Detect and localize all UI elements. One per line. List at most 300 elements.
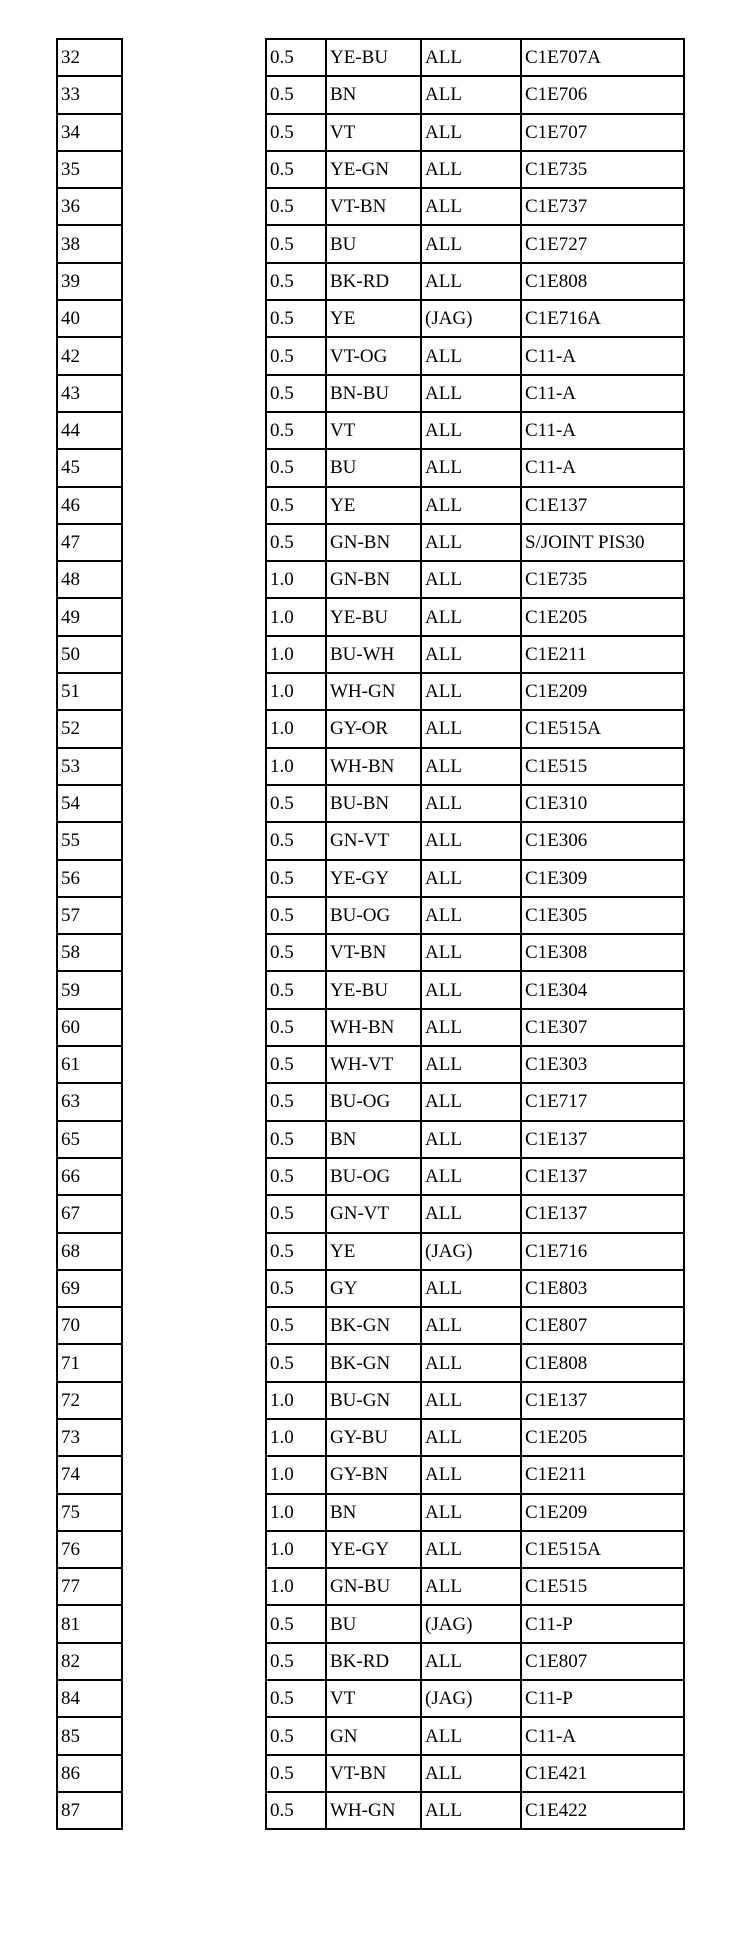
wire-size-cell: 0.5 xyxy=(266,1083,326,1120)
pin-row xyxy=(57,1680,122,1717)
pin-number-cell: 50 xyxy=(57,636,122,673)
pin-row xyxy=(57,860,122,897)
destination-cell: C1E807 xyxy=(521,1643,684,1680)
model-cell: ALL xyxy=(421,897,521,934)
pin-row xyxy=(57,487,122,524)
pin-number-cell: 46 xyxy=(57,487,122,524)
pin-row xyxy=(57,449,122,486)
model-cell: ALL xyxy=(421,1195,521,1232)
wire-color-cell: GY-BN xyxy=(326,1456,421,1493)
wire-size-cell: 0.5 xyxy=(266,897,326,934)
model-cell: ALL xyxy=(421,188,521,225)
destination-cell: C1E803 xyxy=(521,1270,684,1307)
pin-number-cell: 43 xyxy=(57,375,122,412)
pin-number-cell: 61 xyxy=(57,1046,122,1083)
wire-color-cell: BN-BU xyxy=(326,375,421,412)
destination-cell: C11-A xyxy=(521,412,684,449)
pin-row xyxy=(57,1307,122,1344)
wire-size-cell: 1.0 xyxy=(266,561,326,598)
wire-size-cell: 0.5 xyxy=(266,188,326,225)
wire-color-cell: BU-WH xyxy=(326,636,421,673)
destination-cell: C1E137 xyxy=(521,1121,684,1158)
pin-number-cell: 59 xyxy=(57,971,122,1008)
pin-number-cell: 70 xyxy=(57,1307,122,1344)
wiring-row xyxy=(266,748,684,785)
destination-cell: C1E808 xyxy=(521,1344,684,1381)
wire-size-cell: 0.5 xyxy=(266,1158,326,1195)
destination-cell: C1E306 xyxy=(521,822,684,859)
wiring-row xyxy=(266,1046,684,1083)
pin-row xyxy=(57,1158,122,1195)
wire-size-cell: 0.5 xyxy=(266,1605,326,1642)
wire-size-cell: 0.5 xyxy=(266,487,326,524)
wiring-row xyxy=(266,1680,684,1717)
model-cell: ALL xyxy=(421,1531,521,1568)
destination-cell: C1E304 xyxy=(521,971,684,1008)
wiring-row xyxy=(266,188,684,225)
pin-number-cell: 49 xyxy=(57,598,122,635)
destination-cell: C1E211 xyxy=(521,1456,684,1493)
destination-cell: C1E706 xyxy=(521,76,684,113)
pin-number-table-body xyxy=(57,39,122,1829)
wire-color-cell: GN-VT xyxy=(326,822,421,859)
destination-cell: C1E209 xyxy=(521,1494,684,1531)
wire-color-cell: WH-GN xyxy=(326,673,421,710)
pin-number-cell: 55 xyxy=(57,822,122,859)
pin-row xyxy=(57,673,122,710)
model-cell: ALL xyxy=(421,337,521,374)
pin-row xyxy=(57,1568,122,1605)
pin-row xyxy=(57,822,122,859)
pin-row xyxy=(57,1456,122,1493)
wire-size-cell: 0.5 xyxy=(266,1792,326,1829)
model-cell: ALL xyxy=(421,636,521,673)
destination-cell: C1E727 xyxy=(521,225,684,262)
wire-size-cell: 0.5 xyxy=(266,300,326,337)
wire-color-cell: GN-BN xyxy=(326,561,421,598)
pin-number-cell: 66 xyxy=(57,1158,122,1195)
pin-number-cell: 77 xyxy=(57,1568,122,1605)
wire-color-cell: BK-GN xyxy=(326,1344,421,1381)
pin-number-cell: 44 xyxy=(57,412,122,449)
pin-number-cell: 87 xyxy=(57,1792,122,1829)
wiring-row xyxy=(266,39,684,76)
pin-row xyxy=(57,748,122,785)
wire-color-cell: BU-GN xyxy=(326,1382,421,1419)
pin-number-cell: 51 xyxy=(57,673,122,710)
wire-size-cell: 0.5 xyxy=(266,1643,326,1680)
pin-row xyxy=(57,225,122,262)
wiring-row xyxy=(266,860,684,897)
wire-color-cell: VT-BN xyxy=(326,934,421,971)
wire-color-cell: VT xyxy=(326,114,421,151)
pin-number-cell: 52 xyxy=(57,710,122,747)
model-cell: (JAG) xyxy=(421,300,521,337)
pin-row xyxy=(57,897,122,934)
model-cell: ALL xyxy=(421,449,521,486)
destination-cell: C1E305 xyxy=(521,897,684,934)
wire-size-cell: 0.5 xyxy=(266,1009,326,1046)
destination-cell: C1E717 xyxy=(521,1083,684,1120)
wiring-row xyxy=(266,337,684,374)
pin-row xyxy=(57,1419,122,1456)
destination-cell: C1E807 xyxy=(521,1307,684,1344)
pin-number-cell: 36 xyxy=(57,188,122,225)
wire-size-cell: 0.5 xyxy=(266,1307,326,1344)
pin-number-cell: 84 xyxy=(57,1680,122,1717)
wiring-row xyxy=(266,598,684,635)
wire-size-cell: 0.5 xyxy=(266,1046,326,1083)
wire-color-cell: YE-BU xyxy=(326,39,421,76)
wire-size-cell: 0.5 xyxy=(266,1755,326,1792)
destination-cell: C1E137 xyxy=(521,1158,684,1195)
wiring-detail-table-body xyxy=(266,39,684,1829)
wire-size-cell: 0.5 xyxy=(266,1195,326,1232)
model-cell: ALL xyxy=(421,1755,521,1792)
destination-cell: C1E515 xyxy=(521,1568,684,1605)
wire-size-cell: 0.5 xyxy=(266,337,326,374)
wiring-row xyxy=(266,524,684,561)
wiring-row xyxy=(266,375,684,412)
pin-number-cell: 48 xyxy=(57,561,122,598)
wire-size-cell: 1.0 xyxy=(266,748,326,785)
wire-color-cell: BK-RD xyxy=(326,1643,421,1680)
model-cell: ALL xyxy=(421,114,521,151)
wire-size-cell: 0.5 xyxy=(266,412,326,449)
model-cell: ALL xyxy=(421,1307,521,1344)
model-cell: ALL xyxy=(421,598,521,635)
model-cell: ALL xyxy=(421,375,521,412)
pin-row xyxy=(57,710,122,747)
wiring-row xyxy=(266,263,684,300)
wiring-row xyxy=(266,1456,684,1493)
wire-color-cell: YE-BU xyxy=(326,598,421,635)
wire-color-cell: YE xyxy=(326,487,421,524)
destination-cell: C1E735 xyxy=(521,561,684,598)
pin-row xyxy=(57,785,122,822)
model-cell: ALL xyxy=(421,1419,521,1456)
wiring-row xyxy=(266,1717,684,1754)
wire-color-cell: BU-OG xyxy=(326,1083,421,1120)
wire-color-cell: YE-GY xyxy=(326,860,421,897)
model-cell: ALL xyxy=(421,934,521,971)
wire-color-cell: VT-OG xyxy=(326,337,421,374)
destination-cell: C1E716 xyxy=(521,1233,684,1270)
wire-size-cell: 0.5 xyxy=(266,822,326,859)
model-cell: ALL xyxy=(421,263,521,300)
model-cell: ALL xyxy=(421,151,521,188)
wire-size-cell: 1.0 xyxy=(266,598,326,635)
wiring-row xyxy=(266,1531,684,1568)
wiring-row xyxy=(266,412,684,449)
model-cell: ALL xyxy=(421,860,521,897)
destination-cell: C1E515 xyxy=(521,748,684,785)
wiring-row xyxy=(266,1307,684,1344)
destination-cell: C1E205 xyxy=(521,1419,684,1456)
wire-size-cell: 0.5 xyxy=(266,151,326,188)
pin-number-cell: 45 xyxy=(57,449,122,486)
pin-row xyxy=(57,1046,122,1083)
wire-color-cell: BN xyxy=(326,76,421,113)
wiring-row xyxy=(266,636,684,673)
pin-row xyxy=(57,561,122,598)
pin-row xyxy=(57,1195,122,1232)
wiring-row xyxy=(266,710,684,747)
wire-color-cell: YE-BU xyxy=(326,971,421,1008)
wiring-row xyxy=(266,822,684,859)
model-cell: ALL xyxy=(421,710,521,747)
pin-row xyxy=(57,1494,122,1531)
wiring-row xyxy=(266,1195,684,1232)
model-cell: ALL xyxy=(421,1083,521,1120)
wire-color-cell: BU xyxy=(326,1605,421,1642)
wire-size-cell: 0.5 xyxy=(266,449,326,486)
wire-size-cell: 1.0 xyxy=(266,1382,326,1419)
model-cell: (JAG) xyxy=(421,1680,521,1717)
destination-cell: C1E735 xyxy=(521,151,684,188)
pin-number-cell: 40 xyxy=(57,300,122,337)
wire-color-cell: WH-VT xyxy=(326,1046,421,1083)
wire-size-cell: 0.5 xyxy=(266,934,326,971)
pin-number-cell: 32 xyxy=(57,39,122,76)
model-cell: ALL xyxy=(421,225,521,262)
wiring-row xyxy=(266,225,684,262)
wire-color-cell: YE-GY xyxy=(326,1531,421,1568)
wiring-row xyxy=(266,1419,684,1456)
model-cell: ALL xyxy=(421,487,521,524)
pin-number-cell: 75 xyxy=(57,1494,122,1531)
pin-number-cell: 73 xyxy=(57,1419,122,1456)
destination-cell: C1E137 xyxy=(521,487,684,524)
destination-cell: C11-P xyxy=(521,1680,684,1717)
destination-cell: C1E308 xyxy=(521,934,684,971)
pin-row xyxy=(57,934,122,971)
pin-number-cell: 74 xyxy=(57,1456,122,1493)
pin-number-cell: 33 xyxy=(57,76,122,113)
destination-cell: C11-A xyxy=(521,1717,684,1754)
pin-row xyxy=(57,1270,122,1307)
wire-color-cell: BN xyxy=(326,1494,421,1531)
pin-number-cell: 54 xyxy=(57,785,122,822)
pin-number-cell: 81 xyxy=(57,1605,122,1642)
model-cell: ALL xyxy=(421,1270,521,1307)
model-cell: ALL xyxy=(421,1717,521,1754)
pin-row xyxy=(57,1233,122,1270)
wire-size-cell: 1.0 xyxy=(266,1456,326,1493)
pin-row xyxy=(57,1605,122,1642)
destination-cell: C1E707 xyxy=(521,114,684,151)
pin-number-cell: 47 xyxy=(57,524,122,561)
wire-color-cell: BK-GN xyxy=(326,1307,421,1344)
pin-row xyxy=(57,598,122,635)
pin-number-cell: 63 xyxy=(57,1083,122,1120)
wire-size-cell: 0.5 xyxy=(266,1270,326,1307)
destination-cell: C1E310 xyxy=(521,785,684,822)
model-cell: ALL xyxy=(421,673,521,710)
model-cell: ALL xyxy=(421,1046,521,1083)
wire-color-cell: VT xyxy=(326,412,421,449)
pin-row xyxy=(57,1643,122,1680)
wiring-row xyxy=(266,114,684,151)
pin-number-cell: 56 xyxy=(57,860,122,897)
destination-cell: C1E211 xyxy=(521,636,684,673)
wire-color-cell: YE xyxy=(326,300,421,337)
model-cell: ALL xyxy=(421,822,521,859)
pin-number-cell: 42 xyxy=(57,337,122,374)
pin-row xyxy=(57,1792,122,1829)
wire-color-cell: WH-BN xyxy=(326,748,421,785)
model-cell: ALL xyxy=(421,561,521,598)
destination-cell: C1E421 xyxy=(521,1755,684,1792)
destination-cell: C1E716A xyxy=(521,300,684,337)
wire-color-cell: BK-RD xyxy=(326,263,421,300)
pin-number-cell: 60 xyxy=(57,1009,122,1046)
wire-size-cell: 1.0 xyxy=(266,673,326,710)
wire-size-cell: 0.5 xyxy=(266,1121,326,1158)
pin-row xyxy=(57,1382,122,1419)
destination-cell: S/JOINT PIS30 xyxy=(521,524,684,561)
destination-cell: C11-A xyxy=(521,337,684,374)
wiring-row xyxy=(266,1270,684,1307)
pin-number-cell: 34 xyxy=(57,114,122,151)
pin-number-cell: 67 xyxy=(57,1195,122,1232)
pin-number-cell: 57 xyxy=(57,897,122,934)
pin-number-cell: 69 xyxy=(57,1270,122,1307)
wiring-row xyxy=(266,1755,684,1792)
wire-size-cell: 0.5 xyxy=(266,860,326,897)
wire-color-cell: WH-BN xyxy=(326,1009,421,1046)
wiring-row xyxy=(266,1382,684,1419)
wire-color-cell: BU-OG xyxy=(326,897,421,934)
pin-number-cell: 86 xyxy=(57,1755,122,1792)
pin-row xyxy=(57,151,122,188)
pin-row xyxy=(57,300,122,337)
wire-size-cell: 1.0 xyxy=(266,1419,326,1456)
wiring-row xyxy=(266,1605,684,1642)
wire-size-cell: 0.5 xyxy=(266,1680,326,1717)
model-cell: ALL xyxy=(421,1121,521,1158)
wire-color-cell: GN xyxy=(326,1717,421,1754)
model-cell: ALL xyxy=(421,412,521,449)
pin-row xyxy=(57,1755,122,1792)
pin-row xyxy=(57,337,122,374)
model-cell: ALL xyxy=(421,76,521,113)
model-cell: ALL xyxy=(421,1643,521,1680)
wiring-detail-table xyxy=(265,38,685,1830)
pin-row xyxy=(57,1717,122,1754)
wiring-row xyxy=(266,1121,684,1158)
wiring-row xyxy=(266,151,684,188)
model-cell: ALL xyxy=(421,971,521,1008)
pin-row xyxy=(57,39,122,76)
destination-cell: C1E307 xyxy=(521,1009,684,1046)
model-cell: ALL xyxy=(421,1158,521,1195)
wiring-row xyxy=(266,1233,684,1270)
pin-number-cell: 65 xyxy=(57,1121,122,1158)
pin-row xyxy=(57,524,122,561)
destination-cell: C1E309 xyxy=(521,860,684,897)
wiring-row xyxy=(266,971,684,1008)
wire-color-cell: VT-BN xyxy=(326,1755,421,1792)
destination-cell: C1E737 xyxy=(521,188,684,225)
destination-cell: C11-A xyxy=(521,375,684,412)
pin-row xyxy=(57,1121,122,1158)
pin-number-cell: 72 xyxy=(57,1382,122,1419)
wiring-row xyxy=(266,449,684,486)
wire-size-cell: 1.0 xyxy=(266,710,326,747)
model-cell: ALL xyxy=(421,1568,521,1605)
wire-size-cell: 1.0 xyxy=(266,1494,326,1531)
destination-cell: C1E422 xyxy=(521,1792,684,1829)
pin-row xyxy=(57,114,122,151)
wire-color-cell: GN-BN xyxy=(326,524,421,561)
wire-size-cell: 1.0 xyxy=(266,1531,326,1568)
wire-color-cell: BU xyxy=(326,449,421,486)
pin-number-cell: 85 xyxy=(57,1717,122,1754)
wiring-row xyxy=(266,487,684,524)
wiring-row xyxy=(266,897,684,934)
pin-row xyxy=(57,971,122,1008)
pin-row xyxy=(57,1344,122,1381)
pin-number-cell: 82 xyxy=(57,1643,122,1680)
wire-size-cell: 0.5 xyxy=(266,375,326,412)
wire-size-cell: 1.0 xyxy=(266,1568,326,1605)
pin-row xyxy=(57,76,122,113)
wiring-row xyxy=(266,1643,684,1680)
pin-number-cell: 58 xyxy=(57,934,122,971)
wire-color-cell: WH-GN xyxy=(326,1792,421,1829)
wiring-row xyxy=(266,1568,684,1605)
wire-color-cell: YE xyxy=(326,1233,421,1270)
wire-size-cell: 0.5 xyxy=(266,971,326,1008)
model-cell: ALL xyxy=(421,524,521,561)
model-cell: ALL xyxy=(421,39,521,76)
model-cell: ALL xyxy=(421,1792,521,1829)
wire-size-cell: 0.5 xyxy=(266,1717,326,1754)
wire-color-cell: BN xyxy=(326,1121,421,1158)
wiring-row xyxy=(266,76,684,113)
destination-cell: C1E707A xyxy=(521,39,684,76)
wire-color-cell: BU-OG xyxy=(326,1158,421,1195)
wiring-row xyxy=(266,1158,684,1195)
wire-color-cell: BU-BN xyxy=(326,785,421,822)
pin-row xyxy=(57,1009,122,1046)
pin-row xyxy=(57,1083,122,1120)
pin-number-cell: 38 xyxy=(57,225,122,262)
wire-color-cell: GY-BU xyxy=(326,1419,421,1456)
model-cell: (JAG) xyxy=(421,1233,521,1270)
wire-color-cell: VT xyxy=(326,1680,421,1717)
destination-cell: C11-A xyxy=(521,449,684,486)
wiring-row xyxy=(266,1494,684,1531)
wiring-row xyxy=(266,1083,684,1120)
wiring-row xyxy=(266,561,684,598)
destination-cell: C1E303 xyxy=(521,1046,684,1083)
wire-color-cell: GY-OR xyxy=(326,710,421,747)
wiring-row xyxy=(266,934,684,971)
model-cell: ALL xyxy=(421,1009,521,1046)
wire-color-cell: VT-BN xyxy=(326,188,421,225)
destination-cell: C1E808 xyxy=(521,263,684,300)
wiring-row xyxy=(266,673,684,710)
wiring-row xyxy=(266,1344,684,1381)
pin-number-cell: 53 xyxy=(57,748,122,785)
destination-cell: C1E515A xyxy=(521,1531,684,1568)
destination-cell: C1E209 xyxy=(521,673,684,710)
model-cell: ALL xyxy=(421,1382,521,1419)
destination-cell: C11-P xyxy=(521,1605,684,1642)
model-cell: ALL xyxy=(421,1344,521,1381)
